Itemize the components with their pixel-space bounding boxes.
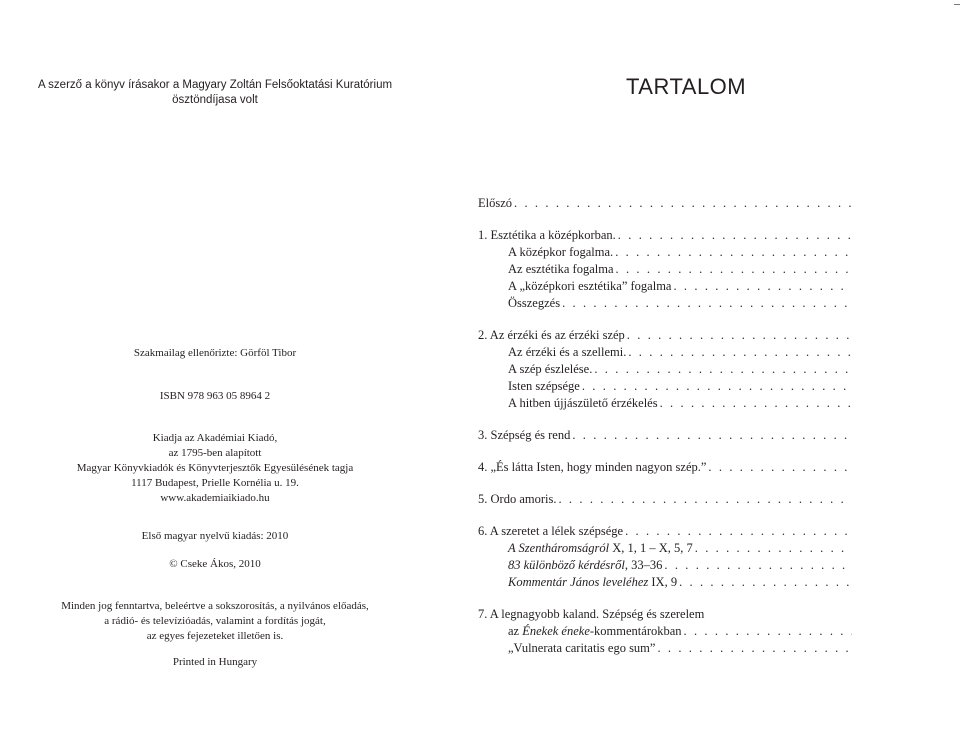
toc-subentry[interactable] — [478, 540, 852, 557]
toc-leader-dots — [657, 640, 852, 657]
publisher-url: www.akademiaikiado.hu — [160, 492, 270, 504]
toc-entry-part: A Szentháromságról — [508, 541, 610, 555]
toc-entry-label: 3. Szépség és rend — [478, 428, 571, 442]
left-page — [0, 0, 440, 752]
toc-entry-label: 6. A szeretet a lélek szépsége — [478, 524, 624, 538]
toc-group-gap — [478, 444, 852, 459]
rights-line-3: az egyes fejezeteket illetően is. — [146, 630, 284, 642]
toc-leader-dots — [660, 395, 852, 412]
toc-entry-part: IX, 9 — [648, 575, 678, 589]
toc-entry-label — [508, 540, 693, 557]
rights-line-1: Minden jog fenntartva, beleértve a sokszorosítás, a nyilvános előadás, — [61, 600, 369, 612]
toc-group-gap — [478, 312, 852, 327]
toc-leader-dots — [582, 378, 852, 395]
toc-chapter[interactable] — [478, 427, 852, 444]
scholarship-note — [0, 78, 430, 108]
isbn: ISBN 978 963 05 8964 2 — [159, 390, 271, 402]
toc-entry-part: -kommentárokban — [589, 624, 682, 638]
toc-entry-label — [508, 557, 662, 574]
toc-leader-dots — [628, 344, 852, 361]
toc-chapter[interactable] — [478, 523, 852, 540]
rights-block — [0, 599, 430, 644]
publisher-line-1: Kiadja az Akadémiai Kiadó, — [152, 432, 278, 444]
toc-entry-part: 83 különböző kérdésről — [508, 558, 625, 572]
toc-leader-dots — [558, 491, 852, 508]
toc-subentry[interactable] — [478, 574, 852, 591]
toc-subentry[interactable] — [478, 557, 852, 574]
toc-entry-label: 7. A legnagyobb kaland. Szépség és szerelem — [478, 607, 705, 621]
toc-entry-part: Énekek éneke — [522, 624, 590, 638]
toc-leader-dots — [673, 278, 852, 295]
toc-leader-dots — [514, 195, 852, 212]
toc-leader-dots — [615, 244, 852, 261]
toc-entry-part: , 33–36 — [624, 558, 663, 572]
scholarship-line-1: A szerző a könyv írásakor a Magyary Zoltán Felsőoktatási Kuratórium — [37, 79, 393, 91]
publisher-block — [0, 431, 430, 506]
toc-subentry[interactable] — [478, 244, 852, 261]
toc-subentry[interactable] — [478, 378, 852, 395]
toc-entry-label: Az érzéki és a szellemi. — [508, 345, 627, 359]
toc-entry-label: 1. Esztétika a középkorban. — [478, 228, 616, 242]
reviewer-note: Szakmailag ellenőrizte: Görföl Tibor — [133, 347, 297, 359]
toc-subentry[interactable] — [478, 640, 852, 657]
scholarship-line-2: ösztöndíjasa volt — [172, 94, 258, 106]
toc-entry-label: Összegzés — [508, 296, 561, 310]
toc-subentry[interactable] — [478, 344, 852, 361]
toc-entry-label: Az esztétika fogalma — [508, 262, 614, 276]
toc-entry-part: az — [508, 624, 523, 638]
copyright: © Cseke Ákos, 2010 — [169, 558, 261, 570]
publisher-line-3: Magyar Könyvkiadók és Könyvterjesztők Egyesülésének tagja — [76, 462, 354, 474]
toc-leader-dots — [572, 427, 852, 444]
publisher-line-2: az 1795-ben alapított — [168, 447, 262, 459]
toc-entry-label — [508, 574, 677, 591]
edge-mark-line — [954, 4, 960, 5]
toc-entry-label: 5. Ordo amoris. — [478, 492, 557, 506]
toc-leader-dots — [618, 227, 852, 244]
toc-leader-dots — [708, 459, 852, 476]
toc-leader-dots — [664, 557, 852, 574]
toc-chapter[interactable] — [478, 459, 852, 476]
toc-entry-label: A szép észlelése. — [508, 362, 593, 376]
toc-entry-label: A „középkori esztétika” fogalma — [508, 279, 672, 293]
toc-subentry[interactable] — [478, 623, 852, 640]
toc-entry-label: Isten szépsége — [508, 379, 580, 393]
toc-leader-dots — [562, 295, 852, 312]
toc-subentry[interactable] — [478, 278, 852, 295]
toc-entry-part: X, 1, 1 – X, 5, 7 — [609, 541, 693, 555]
rights-line-2: a rádió- és televízióadás, valamint a fordítás jogát, — [104, 615, 326, 627]
toc-group-gap — [478, 508, 852, 523]
toc-chapter[interactable] — [478, 327, 852, 344]
toc-group-gap — [478, 476, 852, 491]
toc-leader-dots — [695, 540, 852, 557]
toc-chapter[interactable] — [478, 606, 852, 623]
toc-entry-label: 4. „És látta Isten, hogy minden nagyon szép.” — [478, 460, 707, 474]
first-edition: Első magyar nyelvű kiadás: 2010 — [141, 530, 289, 542]
toc-title: TARTALOM — [626, 74, 747, 99]
printed-in: Printed in Hungary — [172, 656, 258, 668]
toc-group-gap — [478, 412, 852, 427]
toc-leader-dots — [625, 523, 852, 540]
toc-group-gap — [478, 212, 852, 227]
toc-subentry[interactable] — [478, 295, 852, 312]
toc-leader-dots — [594, 361, 852, 378]
toc-leader-dots — [627, 327, 852, 344]
toc-subentry[interactable] — [478, 261, 852, 278]
toc-chapter[interactable] — [478, 195, 852, 212]
table-of-contents — [478, 195, 852, 657]
toc-entry-label: „Vulnerata caritatis ego sum” — [508, 641, 656, 655]
toc-group-gap — [478, 591, 852, 606]
toc-subentry[interactable] — [478, 395, 852, 412]
toc-leader-dots — [684, 623, 852, 640]
toc-entry-label — [508, 623, 682, 640]
toc-subentry[interactable] — [478, 361, 852, 378]
toc-leader-dots — [679, 574, 852, 591]
toc-chapter[interactable] — [478, 227, 852, 244]
toc-entry-label: A középkor fogalma. — [508, 245, 614, 259]
toc-leader-dots — [616, 261, 852, 278]
toc-entry-label: A hitben újjászülető érzékelés — [508, 396, 658, 410]
toc-entry-label: 2. Az érzéki és az érzéki szép — [478, 328, 625, 342]
toc-entry-part: Kommentár János leveléhez — [508, 575, 649, 589]
toc-entry-label: Előszó — [478, 196, 513, 210]
toc-chapter[interactable] — [478, 491, 852, 508]
publisher-line-4: 1117 Budapest, Prielle Kornélia u. 19. — [131, 477, 299, 489]
